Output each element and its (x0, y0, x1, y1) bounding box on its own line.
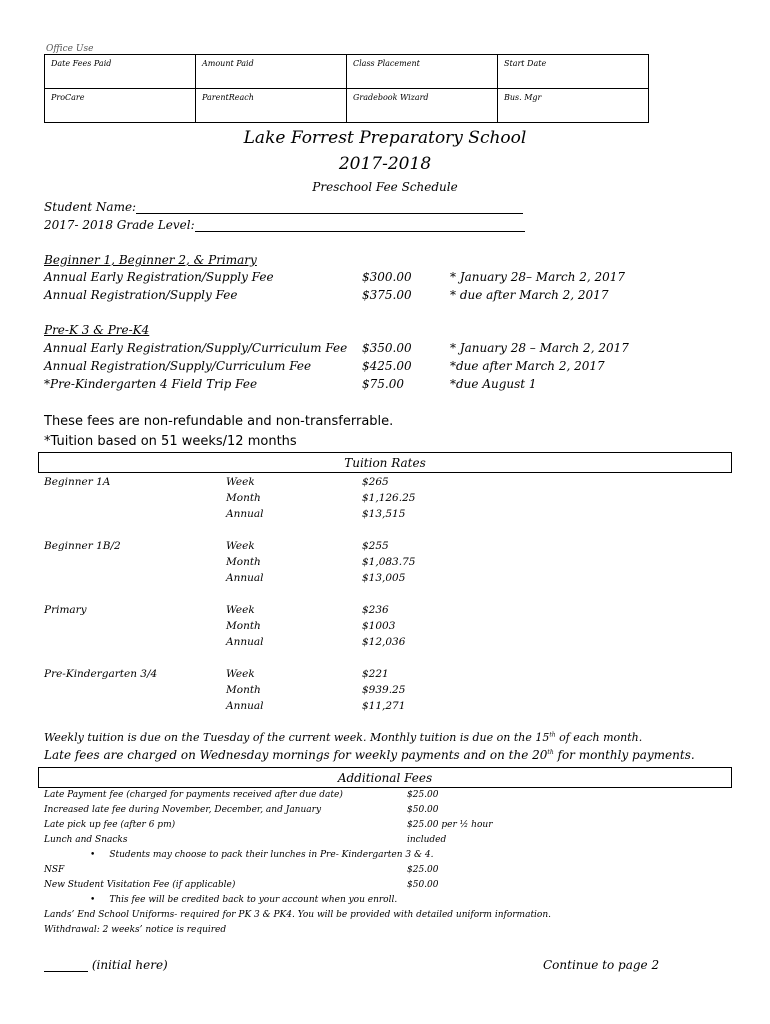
late-fee-text-end: for monthly payments. (553, 748, 695, 762)
tuition-period: Week (226, 476, 255, 488)
fee-amount: $25.00 per ½ hour (407, 820, 493, 830)
tuition-period: Annual (226, 636, 264, 648)
office-cell-date-fees-paid[interactable]: Date Fees Paid (45, 55, 196, 89)
tuition-amount: $1,083.75 (362, 556, 416, 568)
tuition-group-name: Pre-Kindergarten 3/4 (44, 668, 158, 680)
visitation-bullet-note: • This fee will be credited back to your account when you enroll. (90, 895, 397, 905)
student-name-field[interactable] (44, 200, 523, 214)
fee-schedule-subtitle: Preschool Fee Schedule (312, 180, 458, 194)
late-fee-note (44, 748, 695, 762)
tuition-group-name: Beginner 1B/2 (44, 540, 121, 552)
additional-fees-heading: Additional Fees (38, 767, 732, 788)
tuition-amount: $1,126.25 (362, 492, 416, 504)
fee-amount: $50.00 (407, 805, 439, 815)
office-cell-class-placement[interactable]: Class Placement (347, 55, 498, 89)
school-title: Lake Forrest Preparatory School (243, 128, 527, 148)
tuition-amount: $236 (362, 604, 389, 616)
tuition-rates-heading: Tuition Rates (38, 452, 732, 473)
tuition-period: Month (226, 556, 261, 568)
group2-row-label: Annual Registration/Supply/Curriculum Fee (44, 359, 312, 373)
lunch-bullet-note: • Students may choose to pack their lunches in Pre- Kindergarten 3 & 4. (90, 850, 433, 860)
tuition-amount: $255 (362, 540, 389, 552)
group1-row-amount: $375.00 (362, 288, 412, 302)
tuition-amount: $13,515 (362, 508, 406, 520)
fee-amount: $25.00 (407, 790, 439, 800)
tuition-amount: $13,005 (362, 572, 406, 584)
tuition-basis-notice: *Tuition based on 51 weeks/12 months (44, 434, 297, 449)
fee-amount: $50.00 (407, 880, 439, 890)
group2-row-note: * January 28 – March 2, 2017 (450, 341, 629, 355)
tuition-period: Month (226, 684, 261, 696)
group1-row-label: Annual Registration/Supply Fee (44, 288, 238, 302)
weekly-due-text-end: of each month. (555, 731, 643, 744)
tuition-period: Month (226, 620, 261, 632)
fee-amount: $25.00 (407, 865, 439, 875)
group1-row-label: Annual Early Registration/Supply Fee (44, 270, 274, 284)
group1-row-amount: $300.00 (362, 270, 412, 284)
group1-heading: Beginner 1, Beginner 2, & Primary (44, 253, 257, 267)
uniforms-note: Lands’ End School Uniforms- required for PK 3 & PK4. You will be provided with detailed uniform information. (44, 910, 552, 920)
fee-label: New Student Visitation Fee (if applicable) (44, 880, 236, 890)
tuition-period: Week (226, 540, 255, 552)
student-name-blank[interactable] (136, 201, 523, 214)
group2-row-note: *due August 1 (450, 377, 537, 391)
group1-row-note: * January 28– March 2, 2017 (450, 270, 626, 284)
tuition-amount: $11,271 (362, 700, 406, 712)
table-row (45, 89, 649, 123)
tuition-amount: $265 (362, 476, 389, 488)
fee-amount: included (407, 835, 447, 845)
tuition-period: Annual (226, 700, 264, 712)
late-fee-text: Late fees are charged on Wednesday mornings for weekly payments and on the 20 (44, 748, 548, 762)
fee-label: NSF (44, 865, 65, 875)
tuition-period: Week (226, 668, 255, 680)
group2-row-amount: $350.00 (362, 341, 412, 355)
tuition-amount: $12,036 (362, 636, 406, 648)
office-cell-procare[interactable]: ProCare (45, 89, 196, 123)
group1-row-note: * due after March 2, 2017 (450, 288, 609, 302)
tuition-amount: $221 (362, 668, 389, 680)
tuition-period: Annual (226, 508, 264, 520)
weekly-due-note (44, 731, 642, 744)
student-name-label: Student Name: (44, 200, 137, 214)
fee-label: Late Payment fee (charged for payments received after due date) (44, 790, 343, 800)
group2-row-label: *Pre-Kindergarten 4 Field Trip Fee (44, 377, 258, 391)
tuition-amount: $939.25 (362, 684, 406, 696)
group2-row-note: *due after March 2, 2017 (450, 359, 605, 373)
tuition-period: Annual (226, 572, 264, 584)
office-cell-bus-mgr[interactable]: Bus. Mgr (498, 89, 649, 123)
tuition-group-name: Beginner 1A (44, 476, 111, 488)
tuition-period: Week (226, 604, 255, 616)
grade-level-blank[interactable] (195, 219, 525, 232)
weekly-due-text: Weekly tuition is due on the Tuesday of the current week. Monthly tuition is due on the 15 (44, 731, 550, 744)
fee-label: Late pick up fee (after 6 pm) (44, 820, 176, 830)
fee-label: Increased late fee during November, December, and January (44, 805, 322, 815)
group2-row-amount: $75.00 (362, 377, 404, 391)
initial-field[interactable] (44, 958, 168, 972)
table-row (45, 55, 649, 89)
initial-label: (initial here) (91, 958, 168, 972)
ordinal-suffix: th (547, 749, 554, 756)
office-use-label: Office Use (46, 44, 94, 54)
school-year: 2017-2018 (338, 154, 432, 174)
tuition-period: Month (226, 492, 261, 504)
tuition-amount: $1003 (362, 620, 396, 632)
office-use-table (44, 54, 649, 123)
initial-blank[interactable] (44, 959, 88, 972)
grade-level-label: 2017- 2018 Grade Level: (44, 218, 195, 232)
office-cell-gradebook-wizard[interactable]: Gradebook Wizard (347, 89, 498, 123)
group2-row-label: Annual Early Registration/Supply/Curriculum Fee (44, 341, 348, 355)
group2-row-amount: $425.00 (362, 359, 412, 373)
fee-label: Lunch and Snacks (44, 835, 128, 845)
office-cell-parentreach[interactable]: ParentReach (196, 89, 347, 123)
grade-level-field[interactable] (44, 218, 525, 232)
ordinal-suffix: th (549, 731, 556, 739)
continue-note: Continue to page 2 (543, 958, 660, 972)
non-refundable-notice: These fees are non-refundable and non-transferrable. (44, 414, 394, 429)
group2-heading: Pre-K 3 & Pre-K4 (44, 323, 150, 337)
office-cell-start-date[interactable]: Start Date (498, 55, 649, 89)
office-cell-amount-paid[interactable]: Amount Paid (196, 55, 347, 89)
withdrawal-note: Withdrawal: 2 weeks’ notice is required (44, 925, 227, 935)
tuition-group-name: Primary (44, 604, 87, 616)
